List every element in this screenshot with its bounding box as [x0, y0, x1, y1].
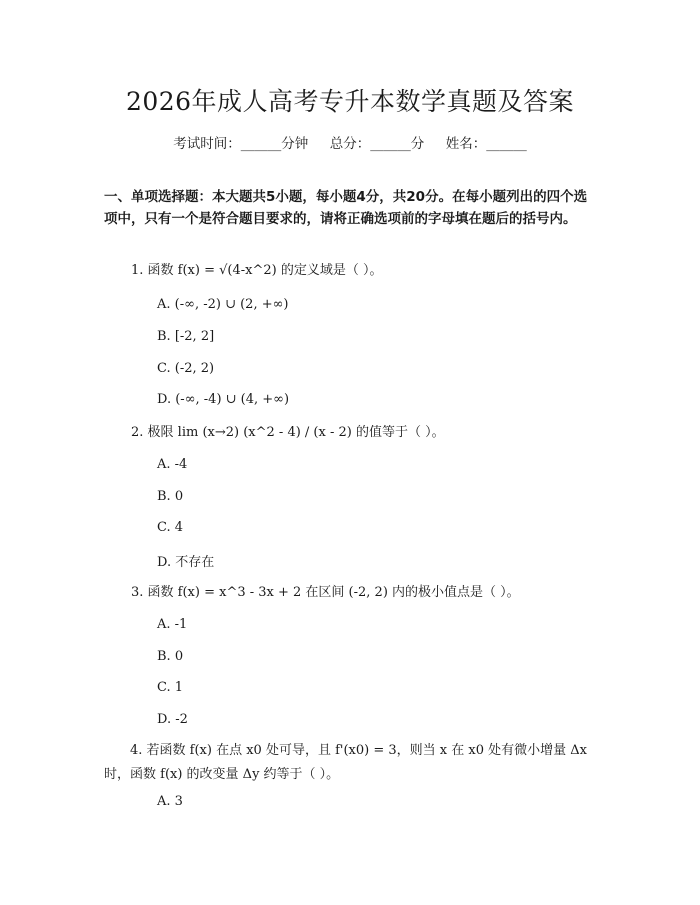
- question-1-stem: 1. 函数 f(x) = √(4-x^2) 的定义域是（ ）。: [131, 263, 383, 278]
- question-1-option-a: A. (-∞, -2) ∪ (2, +∞): [157, 297, 289, 312]
- question-1-option-b: B. [-2, 2]: [157, 329, 215, 344]
- question-1-option-d: D. (-∞, -4) ∪ (4, +∞): [157, 392, 290, 407]
- question-2-stem: 2. 极限 lim (x→2) (x^2 - 4) / (x - 2) 的值等于（ ）。: [131, 425, 445, 440]
- question-3-stem: 3. 函数 f(x) = x^3 - 3x + 2 在区间 (-2, 2) 内的极小值点是（ ）。: [131, 585, 520, 600]
- question-3-option-c: C. 1: [157, 680, 184, 695]
- exam-meta-line: 考试时间：______分钟 总分：______分 姓名：______: [173, 136, 527, 152]
- question-4-option-a: A. 3: [157, 794, 183, 809]
- question-3-option-d: D. -2: [157, 712, 188, 727]
- question-3-option-a: A. -1: [157, 617, 188, 632]
- question-4-stem: 4. 若函数 f(x) 在点 x0 处可导，且 f'(x0) = 3，则当 x 在 x0 处有微小增量 Δx 时，函数 f(x) 的改变量 Δy 约等于（ ）。: [104, 743, 587, 782]
- question-2-option-d: D. 不存在: [157, 555, 215, 570]
- question-2-option-c: C. 4: [157, 520, 184, 535]
- page-title: 2026年成人高考专升本数学真题及答案: [125, 87, 575, 116]
- question-3-option-b: B. 0: [157, 649, 184, 664]
- question-2-option-a: A. -4: [157, 457, 188, 472]
- question-2-option-b: B. 0: [157, 489, 184, 504]
- question-1-option-c: C. (-2, 2): [157, 361, 215, 376]
- section-heading: 一、单项选择题：本大题共5小题，每小题4分，共20分。在每小题列出的四个选项中，只有一个是符合题目要求的，请将正确选项前的字母填在题后的括号内。: [104, 189, 588, 227]
